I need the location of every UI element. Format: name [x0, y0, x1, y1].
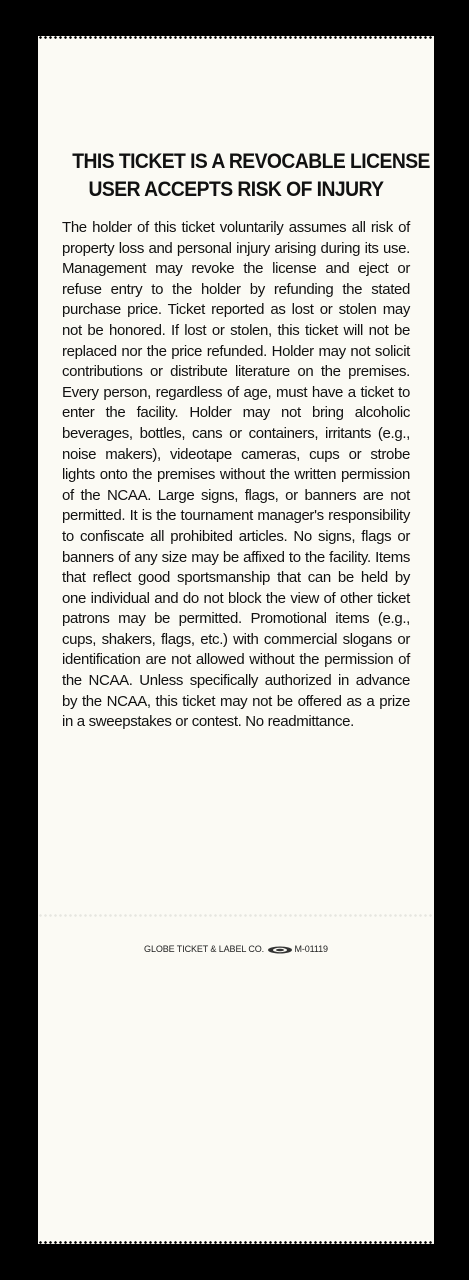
license-heading: [72, 148, 430, 204]
printer-imprint: [38, 944, 434, 954]
form-number: M-01119: [294, 944, 328, 954]
globe-logo-icon: [267, 946, 293, 954]
terms-text: The holder of this ticket voluntarily assumes all risk of property loss and personal injury arising during its use. Management may revoke the license and eject or refuse entry to the holder by refunding the stated purchase price. Ticket reported as lost or stolen may not be honored. If lost or stolen, this ticket will not be replaced nor the price refunded. Holder may not solicit contributions or distribute literature on the premises. Every person, regardless of age, must have a ticket to enter the facility. Holder may not bring alcoholic beverages, bottles, cans or containers, irritants (e.g., noise makers), videotape cameras, cups or strobe lights onto the premises without the written permission of the NCAA. Large signs, flags, or banners are not permitted. It is the tournament manager's responsibility to confiscate all prohibited articles. No signs, flags or banners of any size may be affixed to the facility. Items that reflect good sportsmanship that can be held by one individual and do not block the view of other ticket patrons may be permitted. Promotional items (e.g., cups, shakers, flags, etc.) with commercial slogans or identification are not allowed without the permission of the NCAA. Unless specifically authorized in advance by the NCAA, this ticket may not be offered as a prize in a sweepstakes or contest. No readmittance.: [62, 219, 410, 731]
heading-line-2: USER ACCEPTS RISK OF INJURY: [88, 178, 384, 201]
bottom-perforation: [38, 1241, 434, 1244]
heading-line-1: THIS TICKET IS A REVOCABLE LICENSE: [72, 150, 430, 173]
top-perforation: [38, 36, 434, 39]
ticket-stub: [38, 36, 434, 1244]
printer-name: GLOBE TICKET & LABEL CO.: [144, 944, 265, 954]
fold-line: [38, 914, 434, 917]
